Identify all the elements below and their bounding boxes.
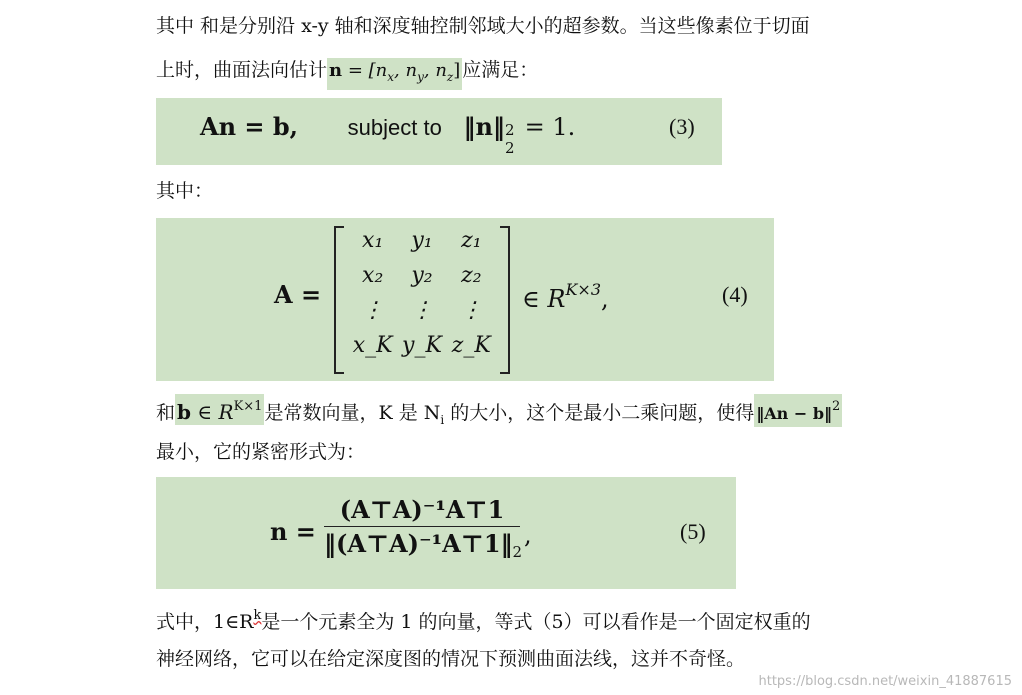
paragraph-text: 和 bbox=[156, 402, 176, 424]
paragraph-text: 上时，曲面法向估计 bbox=[156, 59, 328, 81]
equation-3: An = b, subject to ‖n‖ 2 2 = 1. bbox=[200, 112, 576, 157]
left-bracket bbox=[334, 226, 344, 374]
superscript: k bbox=[253, 608, 262, 623]
paragraph-text: 是一个元素全为 1 的向量，等式（5）可以看作是一个固定权重的 bbox=[261, 611, 811, 633]
paragraph-line-5 bbox=[156, 602, 811, 636]
paragraph-line-1: 其中 和是分别沿 x-y 轴和深度轴控制邻域大小的超参数。当这些像素位于切面 bbox=[156, 15, 810, 37]
matrix-cell: ⋮ bbox=[460, 298, 483, 323]
matrix-cell: x₁ bbox=[362, 228, 384, 253]
matrix-cell: x_K bbox=[352, 333, 393, 358]
matrix-cell: y₂ bbox=[411, 263, 433, 288]
matrix-grid bbox=[348, 228, 496, 368]
equation-5-lhs: n = bbox=[270, 517, 316, 546]
inline-normal-vector: $n = [n_x$, $n_y$, $n_z$] bbox=[327, 58, 462, 90]
paragraph-line-2 bbox=[156, 56, 538, 90]
paragraph-line-4: 最小，它的紧密形式为： bbox=[156, 441, 366, 463]
paragraph-line-6: 神经网络，它可以在给定深度图的情况下预测曲面法线，这并不奇怪。 bbox=[156, 648, 746, 670]
right-bracket bbox=[500, 226, 510, 374]
matrix bbox=[334, 226, 510, 372]
matrix-cell: ⋮ bbox=[361, 298, 384, 323]
subscript: i bbox=[440, 413, 445, 427]
watermark: https://blog.csdn.net/weixin_41887615 bbox=[758, 674, 1012, 689]
paragraph-text: 的大小，这个是最小二乘问题，使得 bbox=[444, 402, 755, 424]
fraction-denominator: $‖(A⊤A)^{-1}A⊤1‖_2$ bbox=[324, 529, 523, 561]
matrix-cell: ⋮ bbox=[410, 298, 433, 323]
equation-number: (4) bbox=[722, 282, 748, 307]
equation-5-box bbox=[156, 477, 736, 589]
equation-4-domain: ∈ $R^{K\times 3}$, bbox=[522, 280, 609, 313]
matrix-cell: z_K bbox=[451, 333, 491, 358]
paragraph-line-3 bbox=[156, 394, 842, 434]
equation-number: (5) bbox=[680, 519, 706, 544]
equation-3-box bbox=[156, 98, 722, 165]
equation-4-lhs: A = bbox=[274, 280, 322, 309]
matrix-cell: x₂ bbox=[362, 263, 384, 288]
paragraph-text: 应满足： bbox=[462, 59, 539, 81]
paragraph-text: 是常数向量，K 是 N bbox=[264, 402, 441, 424]
equation-4-box bbox=[156, 218, 774, 381]
matrix-cell: y₁ bbox=[411, 228, 433, 253]
inline-residual-norm: ‖An − b‖$^2$ bbox=[754, 394, 842, 427]
matrix-cell: y_K bbox=[402, 333, 442, 358]
matrix-cell: z₂ bbox=[461, 263, 482, 288]
inline-b-vector: b ∈ $R^{K\times 1}$ bbox=[175, 394, 264, 425]
paragraph-text: 式中，1∈R bbox=[156, 611, 254, 633]
matrix-cell: z₁ bbox=[461, 228, 482, 253]
paragraph-text: 其中： bbox=[156, 180, 214, 202]
equation-5-fraction bbox=[324, 495, 523, 561]
fraction-numerator: (A⊤A)⁻¹A⊤1 bbox=[339, 495, 505, 524]
equation-5-comma: , bbox=[524, 521, 532, 549]
equation-number: (3) bbox=[669, 114, 695, 139]
fraction-bar bbox=[324, 526, 520, 527]
